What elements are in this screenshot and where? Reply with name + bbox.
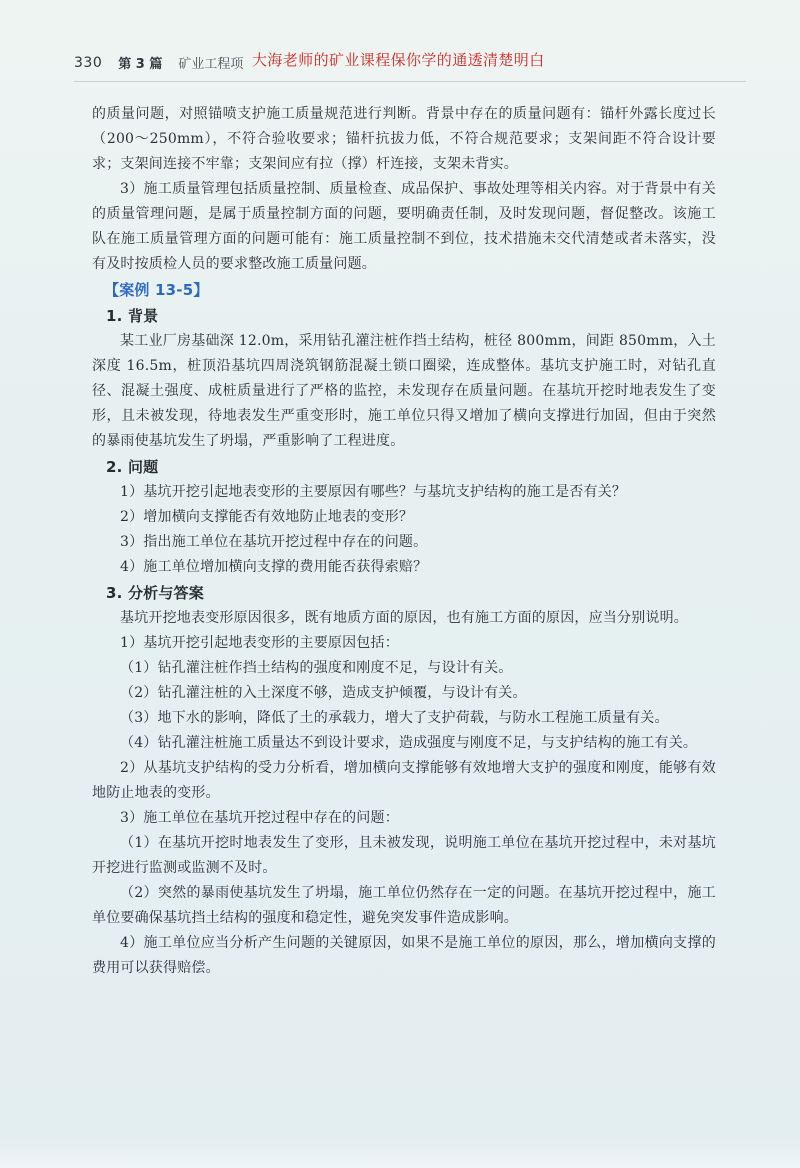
answer-1-4: （4）钻孔灌注桩施工质量达不到设计要求，造成强度与刚度不足，与支护结构的施工有关。 xyxy=(120,735,698,751)
background-paragraph: 某工业厂房基础深 12.0m，采用钻孔灌注桩作挡土结构，桩径 800mm，间距 850mm，入土深度 16.5m，桩顶沿基坑四周浇筑钢筋混凝土锁口圈梁，连成整体。基坑支护施工时，对钻孔直径、混凝土强度、成桩质量进行了严格的监控，未发现存在质量问题。在基坑开挖时地表发生了变形，且未被发现，待地表发生严重变形时，施工单位只得又增加了横向支撑进行加固，但由于突然的暴雨使基坑发生了坍塌，严重影响了工程进度。 xyxy=(92,333,716,449)
answer-3-1: （1）在基坑开挖时地表发生了变形，且未被发现，说明施工单位在基坑开挖过程中，未对基坑开挖进行监测或监测不及时。 xyxy=(92,835,716,876)
answer-1-1: （1）钻孔灌注桩作挡土结构的强度和刚度不足，与设计有关。 xyxy=(120,660,513,676)
case-title: 【案例 13-5】 xyxy=(104,281,209,299)
page-content xyxy=(92,102,716,981)
question-4: 4）施工单位增加横向支撑的费用能否获得索赔？ xyxy=(120,559,428,575)
section-analysis-title: 3. 分析与答案 xyxy=(106,584,204,602)
paragraph-quality-management: 3）施工质量管理包括质量控制、质量检查、成品保护、事故处理等相关内容。对于背景中有关的质量管理问题，是属于质量控制方面的问题，要明确责任制，及时发现问题，督促整改。该施工队在施工质量管理方面的问题可能有：施工质量控制不到位，技术措施未交代清楚或者未落实，没有及时按质检人员的要求整改施工质量问题。 xyxy=(92,181,716,272)
paragraph-quality-issues: 的质量问题，对照锚喷支护施工质量规范进行判断。背景中存在的质量问题有：锚杆外露长度过长（200～250mm），不符合验收要求；锚杆抗拔力低，不符合规范要求；支架间距不符合设计要求；支架间连接不牢靠；支架间应有拉（撑）杆连接，支架未背实。 xyxy=(92,106,716,172)
answer-1-3: （3）地下水的影响，降低了土的承载力，增大了支护荷载，与防水工程施工质量有关。 xyxy=(120,710,669,726)
section-background-title: 1. 背景 xyxy=(106,307,159,325)
page-number: 330 xyxy=(74,54,103,71)
answer-2: 2）从基坑支护结构的受力分析看，增加横向支撑能够有效地增大支护的强度和刚度，能够有效地防止地表的变形。 xyxy=(92,760,716,801)
answer-1-2: （2）钻孔灌注桩的入土深度不够，造成支护倾覆，与设计有关。 xyxy=(120,685,527,701)
question-1: 1）基坑开挖引起地表变形的主要原因有哪些？与基坑支护结构的施工是否有关？ xyxy=(120,484,627,500)
chapter-label: 矿业工程项 xyxy=(178,57,244,72)
answer-1: 1）基坑开挖引起地表变形的主要原因包括： xyxy=(120,635,399,651)
bottom-page-fade xyxy=(0,1140,800,1168)
section-questions-title: 2. 问题 xyxy=(106,458,159,476)
red-overlay-text: 大海老师的矿业课程保你学的通透清楚明白 xyxy=(252,51,545,69)
part-label: 第 3 篇 xyxy=(118,57,163,72)
analysis-intro: 基坑开挖地表变形原因很多，既有地质方面的原因，也有施工方面的原因，应当分别说明。 xyxy=(120,610,688,626)
question-2: 2）增加横向支撑能否有效地防止地表的变形？ xyxy=(120,509,414,525)
answer-3-2: （2）突然的暴雨使基坑发生了坍塌，施工单位仍然存在一定的问题。在基坑开挖过程中，施工单位要确保基坑挡土结构的强度和稳定性，避免突发事件造成影响。 xyxy=(92,885,716,926)
answer-3: 3）施工单位在基坑开挖过程中存在的问题： xyxy=(120,810,399,826)
question-3: 3）指出施工单位在基坑开挖过程中存在的问题。 xyxy=(120,534,428,550)
answer-4: 4）施工单位应当分析产生问题的关键原因，如果不是施工单位的原因，那么，增加横向支撑的费用可以获得赔偿。 xyxy=(92,935,716,976)
